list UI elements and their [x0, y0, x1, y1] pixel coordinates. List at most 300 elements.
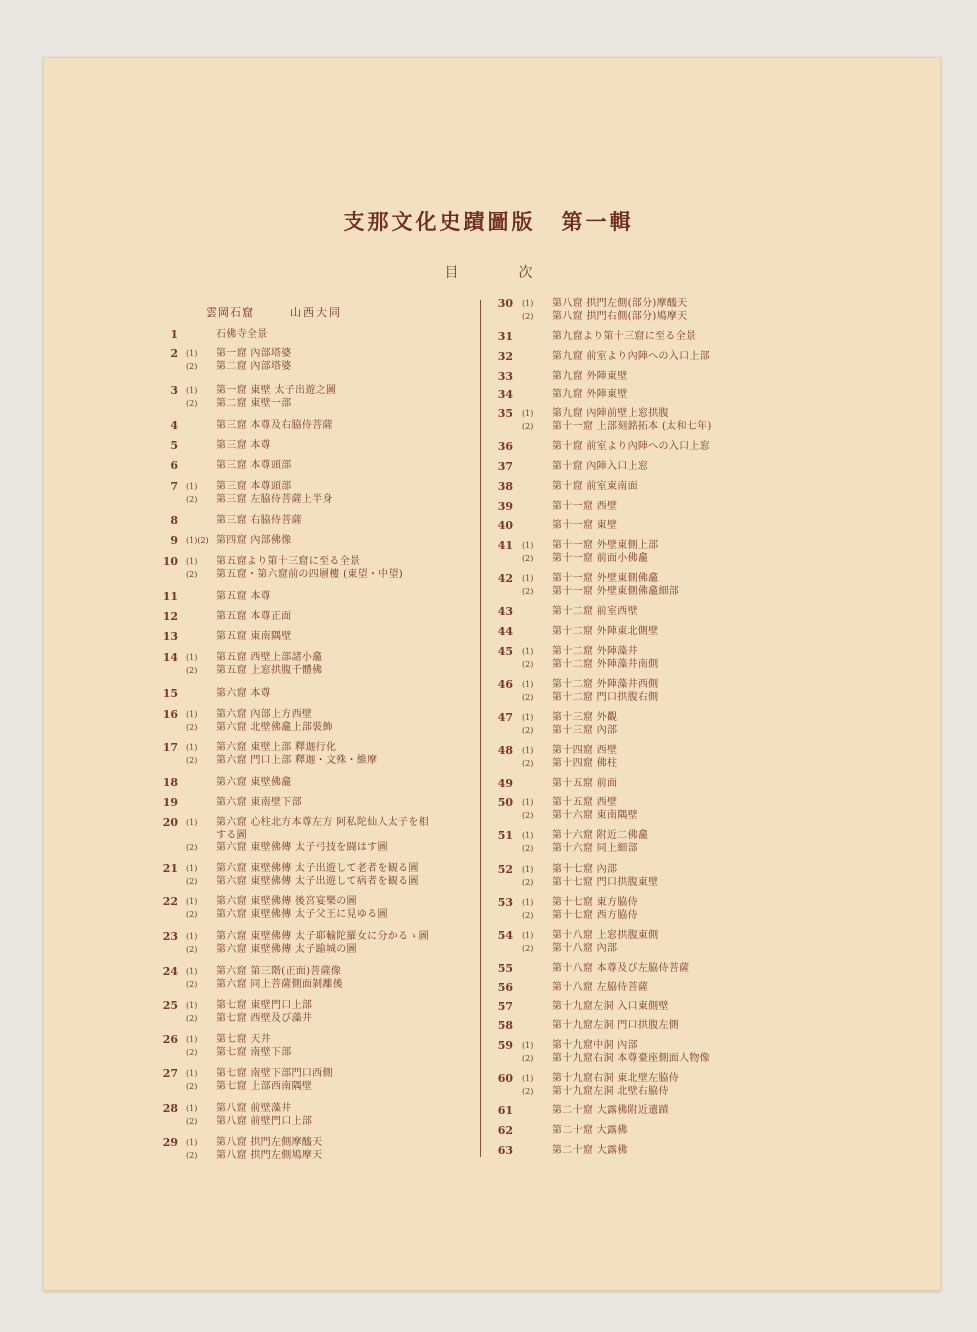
sub-index: (2): [522, 586, 534, 596]
plate-number: 31: [497, 330, 513, 343]
sub-index: (1): [186, 349, 198, 358]
contents-entry: [0, 1145, 977, 1158]
sub-index: (1): [522, 1074, 534, 1083]
sub-index: (1): [522, 798, 534, 807]
plate-number: 56: [497, 981, 513, 994]
sub-index: (1): [522, 865, 534, 874]
entry-row: [0, 930, 977, 943]
plate-number: 17: [162, 741, 178, 754]
plate-number: 10: [162, 555, 178, 568]
entry-text: 第八窟 拱門左側(部分)摩醯天: [552, 298, 688, 309]
sub-index: (2): [186, 569, 198, 579]
sub-index: (1): [186, 1104, 198, 1113]
plate-number: 47: [497, 711, 513, 724]
plate-number: 37: [497, 460, 513, 473]
sub-index: (1): [186, 818, 198, 827]
plate-number: 38: [497, 480, 513, 493]
entry-row: [0, 540, 977, 553]
sub-index: (2): [186, 1047, 198, 1057]
entry-row: [0, 626, 977, 639]
entry-text: 第十一窟 西壁: [552, 501, 618, 512]
plate-number: 20: [162, 816, 178, 829]
entry-text: 第十一窟 外壁東側上部: [552, 540, 659, 551]
entry-text: 第十七窟 內部: [552, 864, 618, 875]
entry-text: 石佛寺全景: [216, 329, 268, 340]
entry-text: 第六窟 東壁佛傳 太子父王に見ゆる圖: [216, 908, 388, 920]
entry-text: する圖: [216, 829, 247, 841]
plate-number: 25: [162, 999, 178, 1012]
entry-text: 第十七窟 西方脇侍: [552, 909, 638, 921]
sub-index: (2): [522, 1053, 534, 1063]
plate-number: 21: [162, 862, 178, 875]
entry-text: 第六窟 東壁佛傳 後宮宴樂の圖: [216, 896, 357, 907]
entry-text: 第六窟 東壁佛傳 太子踰城の圖: [216, 943, 357, 955]
entry-text: 第十二窟 門口拱腹右側: [552, 691, 659, 703]
contents-entry: [0, 461, 977, 474]
entry-text: 第六窟 東壁佛傳 太子出遊して老者を観る圖: [216, 863, 419, 874]
contents-entry: [0, 371, 977, 384]
contents-entry: [0, 1040, 977, 1065]
entry-text: 第六窟 東壁佛傳 太子出遊して病者を観る圖: [216, 875, 419, 887]
plate-number: 50: [497, 796, 513, 809]
sub-index: (2): [186, 1116, 198, 1126]
entry-text: 第二十窟 大露佛附近遺蹟: [552, 1105, 669, 1116]
entry-row: [0, 1145, 977, 1158]
entry-row: [0, 646, 977, 659]
entry-text: 第六窟 東南壁下部: [216, 797, 302, 808]
entry-text: 第九窟より第十三窟に至る全景: [552, 331, 697, 342]
sub-index: (1): [186, 967, 198, 976]
entry-text: 第九窟 內陣前壁上窓拱腹: [552, 408, 669, 419]
entry-text: 第十七窟 門口拱腹東壁: [552, 876, 659, 888]
entry-text: 第十窟 前室東南面: [552, 481, 638, 492]
entry-text: 第六窟 東壁佛傳 太子耶輸陀羅女に分かるゝ圖: [216, 931, 429, 942]
sub-index: (2): [186, 1150, 198, 1160]
plate-number: 13: [162, 630, 178, 643]
entry-text: 第十一窟 外壁東側佛龕: [552, 573, 659, 584]
sub-index: (1): [522, 1041, 534, 1050]
contents-entry: [0, 481, 977, 494]
entry-text: 第六窟 門口上部 釋迦・文殊・維摩: [216, 754, 378, 766]
entry-row: [0, 311, 977, 324]
entry-row: [0, 408, 977, 421]
plate-number: 11: [162, 590, 178, 603]
entry-row: [0, 1086, 977, 1099]
plate-number: 49: [497, 777, 513, 790]
entry-row: [0, 461, 977, 474]
contents-entry: [0, 1001, 977, 1014]
entry-text: 第七窟 南壁下部: [216, 1046, 292, 1058]
plate-number: 39: [497, 500, 513, 513]
plate-number: 27: [162, 1067, 178, 1080]
plate-number: 22: [162, 895, 178, 908]
entry-text: 第八窟 前壁門口上部: [216, 1115, 313, 1127]
entry-text: 第十二窟 外陣藻井西側: [552, 679, 659, 690]
entry-text: 第六窟 同上菩薩側面剝離後: [216, 978, 344, 990]
sub-index: (1): [522, 299, 534, 308]
entry-text: 第七窟 上部西南隅壁: [216, 1080, 313, 1092]
plate-number: 7: [170, 480, 178, 493]
sub-index: (2): [522, 692, 534, 702]
plate-number: 14: [162, 651, 178, 664]
plate-number: 4: [170, 419, 178, 432]
contents-label-left: 目: [444, 265, 459, 281]
contents-entry: [0, 1102, 977, 1118]
entry-text: 第五窟 上窓拱腹千體佛: [216, 664, 323, 676]
entry-text: 第三窟 本尊頭部: [216, 481, 292, 492]
contents-entry: [0, 1073, 977, 1098]
entry-text: 第十一窟 前面小佛龕: [552, 552, 649, 564]
sub-index: (1): [522, 898, 534, 907]
plate-number: 43: [497, 605, 513, 618]
entry-row: [0, 298, 977, 311]
entry-row: [0, 943, 977, 956]
entry-row: [0, 1102, 977, 1118]
entry-text: 第八窟 拱門左側摩醯天: [216, 1137, 323, 1148]
sub-index: (1): [522, 574, 534, 583]
sub-index: (1): [186, 743, 198, 752]
entry-row: [0, 897, 977, 910]
entry-text: 第十九窟左洞 北壁右脇侍: [552, 1085, 669, 1097]
sub-index: (1): [522, 647, 534, 656]
contents-entry: [0, 797, 977, 822]
entry-row: [0, 441, 977, 454]
entry-text: 第六窟 北壁佛龕上部裝飾: [216, 721, 333, 733]
entry-text: 第二十窟 大露佛: [552, 1145, 628, 1156]
plate-number: 62: [497, 1124, 513, 1137]
entry-text: 第十三窟 內部: [552, 724, 618, 736]
entry-text: 第十五窟 前面: [552, 778, 618, 789]
sub-index: (2): [186, 361, 198, 371]
entry-row: [0, 830, 977, 843]
plate-number: 28: [162, 1102, 178, 1115]
contents-entry: [0, 1020, 977, 1033]
plate-number: 40: [497, 519, 513, 532]
plate-number: 23: [162, 930, 178, 943]
plate-number: 57: [497, 1000, 513, 1013]
entry-text: 第三窟 右脇侍菩薩: [216, 515, 302, 526]
entry-text: 第九窟 外陣東壁: [552, 389, 628, 400]
contents-entry: [0, 351, 977, 364]
entry-row: [0, 606, 977, 619]
contents-entry: [0, 646, 977, 671]
contents-entry: [0, 540, 977, 565]
sub-index: (1): [186, 386, 198, 395]
entry-row: [0, 501, 977, 514]
entry-row: [0, 864, 977, 877]
plate-number: 12: [162, 610, 178, 623]
plate-number: 35: [497, 407, 513, 420]
sub-index: (1): [522, 931, 534, 940]
plate-number: 30: [497, 297, 513, 310]
sub-index: (2): [186, 722, 198, 732]
entry-text: 第五窟より第十三窟に至る全景: [216, 556, 361, 567]
contents-entry: [0, 626, 977, 639]
entry-text: 第十八窟 內部: [552, 942, 618, 954]
plate-number: 15: [162, 687, 178, 700]
entry-text: 第六窟 東壁佛龕: [216, 777, 292, 788]
sub-index: (2): [186, 494, 198, 504]
entry-row: [0, 692, 977, 705]
entry-row: [0, 659, 977, 672]
entry-row: [0, 1073, 977, 1086]
contents-entry: [0, 389, 977, 402]
entry-text: 第十二窟 前室西壁: [552, 606, 638, 617]
sub-index: (1): [522, 831, 534, 840]
contents-entry: [0, 897, 977, 922]
entry-row: [0, 758, 977, 771]
sub-index: (2): [186, 979, 198, 989]
contents-entry: [0, 328, 977, 344]
entry-row: [0, 797, 977, 810]
entry-row: [0, 982, 977, 995]
sub-index: (2): [522, 758, 534, 768]
entry-text: 第一窟 東壁 太子出遊之圖: [216, 385, 337, 396]
contents-heading: [0, 262, 977, 282]
plate-number: 6: [170, 459, 178, 472]
contents-entry: [0, 830, 977, 855]
entry-row: [0, 371, 977, 384]
entry-text: 第二十窟 大露佛: [552, 1125, 628, 1136]
sub-index: (1): [186, 482, 198, 491]
entry-text: 第八窟 拱門左側鳩摩天: [216, 1149, 323, 1161]
section-name: 雲岡石窟: [206, 306, 254, 319]
plate-number: 29: [162, 1136, 178, 1149]
contents-entry: [0, 606, 977, 619]
entry-text: 第七窟 西壁及び藻井: [216, 1012, 313, 1024]
sub-index: (2): [522, 725, 534, 735]
sub-index: (1): [186, 1138, 198, 1147]
entry-text: 第十六窟 東南隅壁: [552, 809, 638, 821]
entry-text: 第五窟 本尊正面: [216, 611, 292, 622]
entry-row: [0, 778, 977, 791]
entry-row: [0, 421, 977, 434]
contents-entry: [0, 520, 977, 533]
entry-text: 第十四窟 西壁: [552, 745, 618, 756]
plate-number: 52: [497, 863, 513, 876]
entry-text: 第三窟 本尊頭部: [216, 460, 292, 471]
plate-number: 1: [170, 328, 178, 341]
contents-entry: [0, 745, 977, 770]
sub-index: (1): [186, 1069, 198, 1078]
title-main: 支那文化史蹟圖版: [343, 209, 536, 234]
plate-number: 46: [497, 678, 513, 691]
plate-number: 53: [497, 896, 513, 909]
entry-text: 第十一窟 上部刻銘拓本 (太和七年): [552, 420, 712, 432]
entry-text: 第十九窟右洞 東北壁左脇侍: [552, 1073, 680, 1084]
plate-number: 61: [497, 1104, 513, 1117]
entry-row: [0, 1125, 977, 1138]
sub-index: (1): [522, 409, 534, 418]
sub-index: (2): [522, 843, 534, 853]
sub-index: (2): [522, 1086, 534, 1096]
plate-number: 44: [497, 625, 513, 638]
plate-number: 60: [497, 1072, 513, 1085]
plate-number: 51: [497, 829, 513, 842]
contents-entry: [0, 930, 977, 955]
plate-number: 16: [162, 708, 178, 721]
sub-index: (2): [522, 943, 534, 953]
sub-index: (2): [522, 877, 534, 887]
entry-text: 第十三窟 外觀: [552, 712, 618, 723]
entry-text: 第十九窟中洞 內部: [552, 1040, 638, 1051]
plate-number: 18: [162, 776, 178, 789]
entry-row: [0, 679, 977, 692]
sub-index: (1): [186, 932, 198, 941]
entry-text: 第十七窟 東方脇侍: [552, 897, 638, 908]
contents-entry: [0, 963, 977, 976]
sub-index: (2): [522, 659, 534, 669]
entry-text: 第十窟 前室より內陣への入口上窓: [552, 441, 710, 452]
plate-number: 48: [497, 744, 513, 757]
entry-row: [0, 573, 977, 586]
sub-index: (2): [186, 944, 198, 954]
entry-text: 第五窟・第六窟前の四層樓 (東望・中望): [216, 568, 403, 580]
contents-entry: [0, 679, 977, 704]
entry-row: [0, 351, 977, 364]
sub-index: (2): [522, 910, 534, 920]
plate-number: 26: [162, 1033, 178, 1046]
entry-text: 第九窟 外陣東壁: [552, 371, 628, 382]
contents-entry: [0, 298, 977, 323]
sub-index: (2): [186, 398, 198, 408]
sub-index: (2): [186, 843, 198, 852]
entry-text: 第九窟 前室より內陣への入口上部: [552, 351, 710, 362]
plate-number: 54: [497, 929, 513, 942]
entry-text: 第二窟 東壁一部: [216, 397, 292, 409]
entry-row: [0, 745, 977, 758]
sub-index: (2): [186, 1013, 198, 1023]
plate-number: 8: [170, 514, 178, 527]
entry-row: [0, 810, 977, 823]
plate-number: 41: [497, 539, 513, 552]
entry-text: 第三窟 本尊: [216, 440, 271, 451]
sub-index: (2): [522, 810, 534, 820]
plate-number: 58: [497, 1019, 513, 1032]
sub-index: (2): [186, 876, 198, 886]
entry-text: 第十八窟 本尊及び左脇侍菩薩: [552, 963, 690, 974]
contents-entry: [0, 778, 977, 791]
sub-index: (1): [186, 1001, 198, 1010]
contents-entry: [0, 982, 977, 995]
sub-index: (2): [186, 909, 198, 919]
contents-label-right: 次: [518, 265, 533, 281]
plate-number: 42: [497, 572, 513, 585]
entry-text: 第十一窟 東壁: [552, 520, 618, 531]
plate-number: 45: [497, 645, 513, 658]
contents-entry: [0, 1125, 977, 1138]
plate-number: 32: [497, 350, 513, 363]
entry-row: [0, 877, 977, 890]
sub-index: (2): [522, 553, 534, 563]
entry-text: 第七窟 東壁門口上部: [216, 1000, 313, 1011]
plate-number: 24: [162, 965, 178, 978]
entry-text: 第四窟 內部佛像: [216, 535, 292, 546]
entry-row: [0, 910, 977, 923]
entry-text: 第六窟 內部上方西壁: [216, 709, 313, 720]
contents-entry: [0, 501, 977, 514]
plate-number: 9: [170, 534, 178, 547]
sub-index: (1): [186, 897, 198, 906]
entry-text: 第十窟 內陣入口上窓: [552, 461, 649, 472]
plate-number: 55: [497, 962, 513, 975]
entry-text: 第十四窟 佛柱: [552, 757, 618, 769]
sub-index: (2): [522, 311, 534, 321]
section-location: 山西大同: [290, 306, 342, 319]
entry-text: 第七窟 南壁下部門口西側: [216, 1068, 333, 1079]
entry-text: 第十九窟左洞 入口東側壁: [552, 1001, 669, 1012]
entry-text: 第三窟 本尊及右脇侍菩薩: [216, 420, 333, 431]
entry-row: [0, 1020, 977, 1033]
plate-number: 63: [497, 1144, 513, 1157]
entry-text: 第八窟 前壁藻井: [216, 1103, 292, 1114]
contents-entry: [0, 408, 977, 433]
sub-index: (1): [522, 713, 534, 722]
plate-number: 59: [497, 1039, 513, 1052]
plate-number: 19: [162, 796, 178, 809]
entry-row: [0, 1053, 977, 1066]
plate-number: 3: [170, 384, 178, 397]
entry-text: 第一窟 內部塔婆: [216, 348, 292, 359]
entry-row: [0, 586, 977, 599]
contents-entry: [0, 864, 977, 889]
entry-text: 第六窟 本尊: [216, 688, 271, 699]
entry-row: [0, 1040, 977, 1053]
entry-text: 第十六窟 附近二佛龕: [552, 830, 649, 841]
entry-text: 第五窟 本尊: [216, 591, 271, 602]
entry-text: 第十一窟 外壁東側佛龕細部: [552, 585, 680, 597]
entry-text: 第十九窟右洞 本尊臺座側面人物像: [552, 1052, 710, 1064]
sub-index: (1): [186, 557, 198, 566]
plate-number: 36: [497, 440, 513, 453]
entry-row: [0, 553, 977, 566]
entry-text: 第十九窟左洞 門口拱腹左側: [552, 1020, 680, 1031]
sub-index: (1): [186, 653, 198, 662]
plate-number: 33: [497, 370, 513, 383]
entry-text: 第十二窟 外陣藻井: [552, 646, 638, 657]
entry-text: 第十六窟 同上細部: [552, 842, 638, 854]
entry-row: [0, 328, 977, 344]
sub-index: (1): [522, 746, 534, 755]
contents-entry: [0, 712, 977, 737]
entry-text: 第六窟 第三階(正面)菩薩像: [216, 966, 342, 977]
sub-index: (1): [186, 1035, 198, 1044]
sub-index: (2): [186, 665, 198, 675]
entry-row: [0, 843, 977, 856]
entry-row: [0, 389, 977, 402]
sub-index: (1): [522, 680, 534, 689]
entry-text: 第六窟 東壁佛傳 太子弓技を闘はす圖: [216, 842, 388, 853]
sub-index: (2): [186, 755, 198, 765]
sub-index: (2): [186, 1081, 198, 1091]
entry-text: 第十二窟 外陣藻井南側: [552, 658, 659, 670]
sub-index: (1): [522, 541, 534, 550]
entry-row: [0, 725, 977, 738]
sub-index: (1): [186, 710, 198, 719]
entry-row: [0, 520, 977, 533]
sub-index: (1)(2): [186, 536, 209, 545]
entry-text: 第三窟 左脇侍菩薩上半身: [216, 493, 333, 505]
entry-text: 第二窟 內部塔婆: [216, 360, 292, 372]
contents-entry: [0, 573, 977, 598]
entry-text: 第六窟 心柱北方本尊左方 阿私陀仙人太子を相: [216, 817, 429, 828]
plate-number: 34: [497, 388, 513, 401]
plate-number: 5: [170, 439, 178, 452]
entry-text: 第八窟 拱門右側(部分)鳩摩天: [552, 310, 688, 322]
entry-text: 第十二窟 外陣東北側壁: [552, 626, 659, 637]
entry-row: [0, 963, 977, 976]
plate-number: 2: [170, 347, 178, 360]
